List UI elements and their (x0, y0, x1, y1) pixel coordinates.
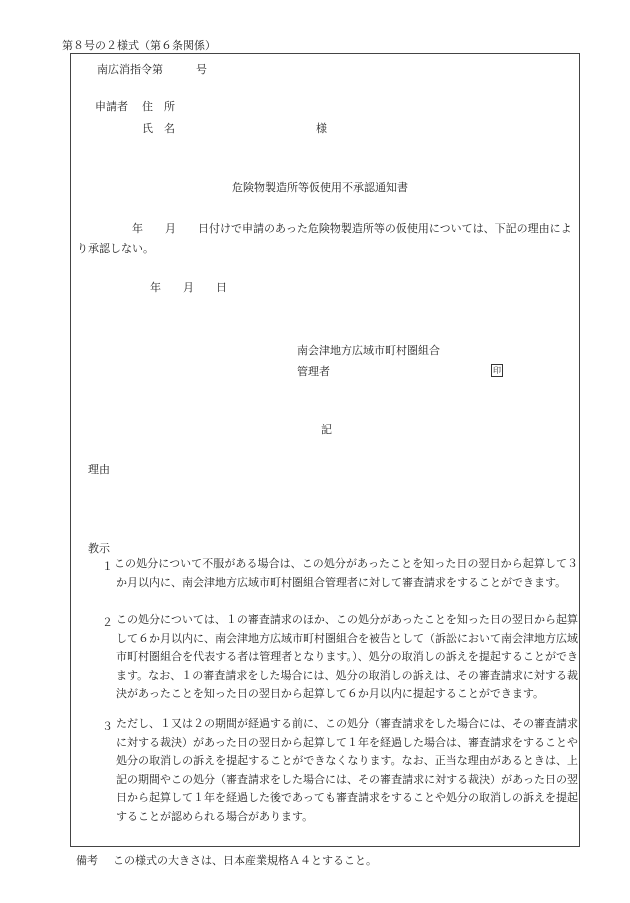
remarks-label: 備考 (76, 854, 98, 867)
body-text: 年 月 日付けで申請のあった危険物製造所等の仮使用については、下記の理由により承認しない。 (77, 222, 572, 255)
seal-mark: 印 (493, 365, 501, 375)
notice-item-text: この処分については、１の審査請求のほか、この処分があったことを知った日の翌日から起算して６か月以内に、南会津地方広域市町村圏組合を被告として（訴訟において南会津地方広域市町村圏組合を代表する者は管理者となります。）、処分の取消しの訴えを提起することができます。なお、１の審査請求をした場合には、処分の取消しの訴えは、その審査請求に対する裁決があったことを知った日の翌日から起算して６か月以内に提起することができます。 (116, 613, 578, 700)
notice-item-number: ３ (102, 720, 113, 733)
document-number: 南広消指令第 号 (97, 63, 207, 76)
name-label: 氏 名 (142, 122, 175, 135)
ki-label: 記 (321, 423, 332, 436)
notice-item-number: ２ (102, 616, 113, 629)
issuer-title: 管理者 (297, 365, 330, 378)
form-label: 第８号の２様式（第６条関係） (62, 39, 216, 52)
applicant-label: 申請者 (95, 100, 128, 113)
notice-item-number: １ (102, 560, 113, 573)
notice-label: 教示 (88, 542, 110, 555)
date-line: 年 月 日 (150, 281, 227, 294)
document-title: 危険物製造所等仮使用不承認通知書 (232, 181, 408, 194)
issuer-organization: 南会津地方広域市町村圏組合 (297, 344, 440, 357)
honorific: 様 (316, 122, 327, 135)
notice-item-text: ただし、１又は２の期間が経過する前に、この処分（審査請求をした場合には、その審査請求に対する裁決）があった日の翌日から起算して１年を経過した場合は、審査請求をすることや処分の取消しの訴えを提起することができなくなります。なお、正当な理由があるときは、上記の期間やこの処分（審査請求をした場合には、その審査請求に対する裁決）があった日の翌日から起算して１年を経過した後であっても審査請求をすることや処分の取消しの訴えを提起することが認められる場合があります。 (116, 717, 578, 823)
notice-item-text: この処分について不服がある場合は、この処分があったことを知った日の翌日から起算して３か月以内に、南会津地方広域市町村圏組合管理者に対して審査請求をすることができます。 (114, 557, 578, 589)
remarks-text: この様式の大きさは、日本産業規格Ａ４とすること。 (113, 854, 377, 867)
address-label: 住 所 (142, 100, 175, 113)
reason-label: 理由 (88, 463, 110, 476)
